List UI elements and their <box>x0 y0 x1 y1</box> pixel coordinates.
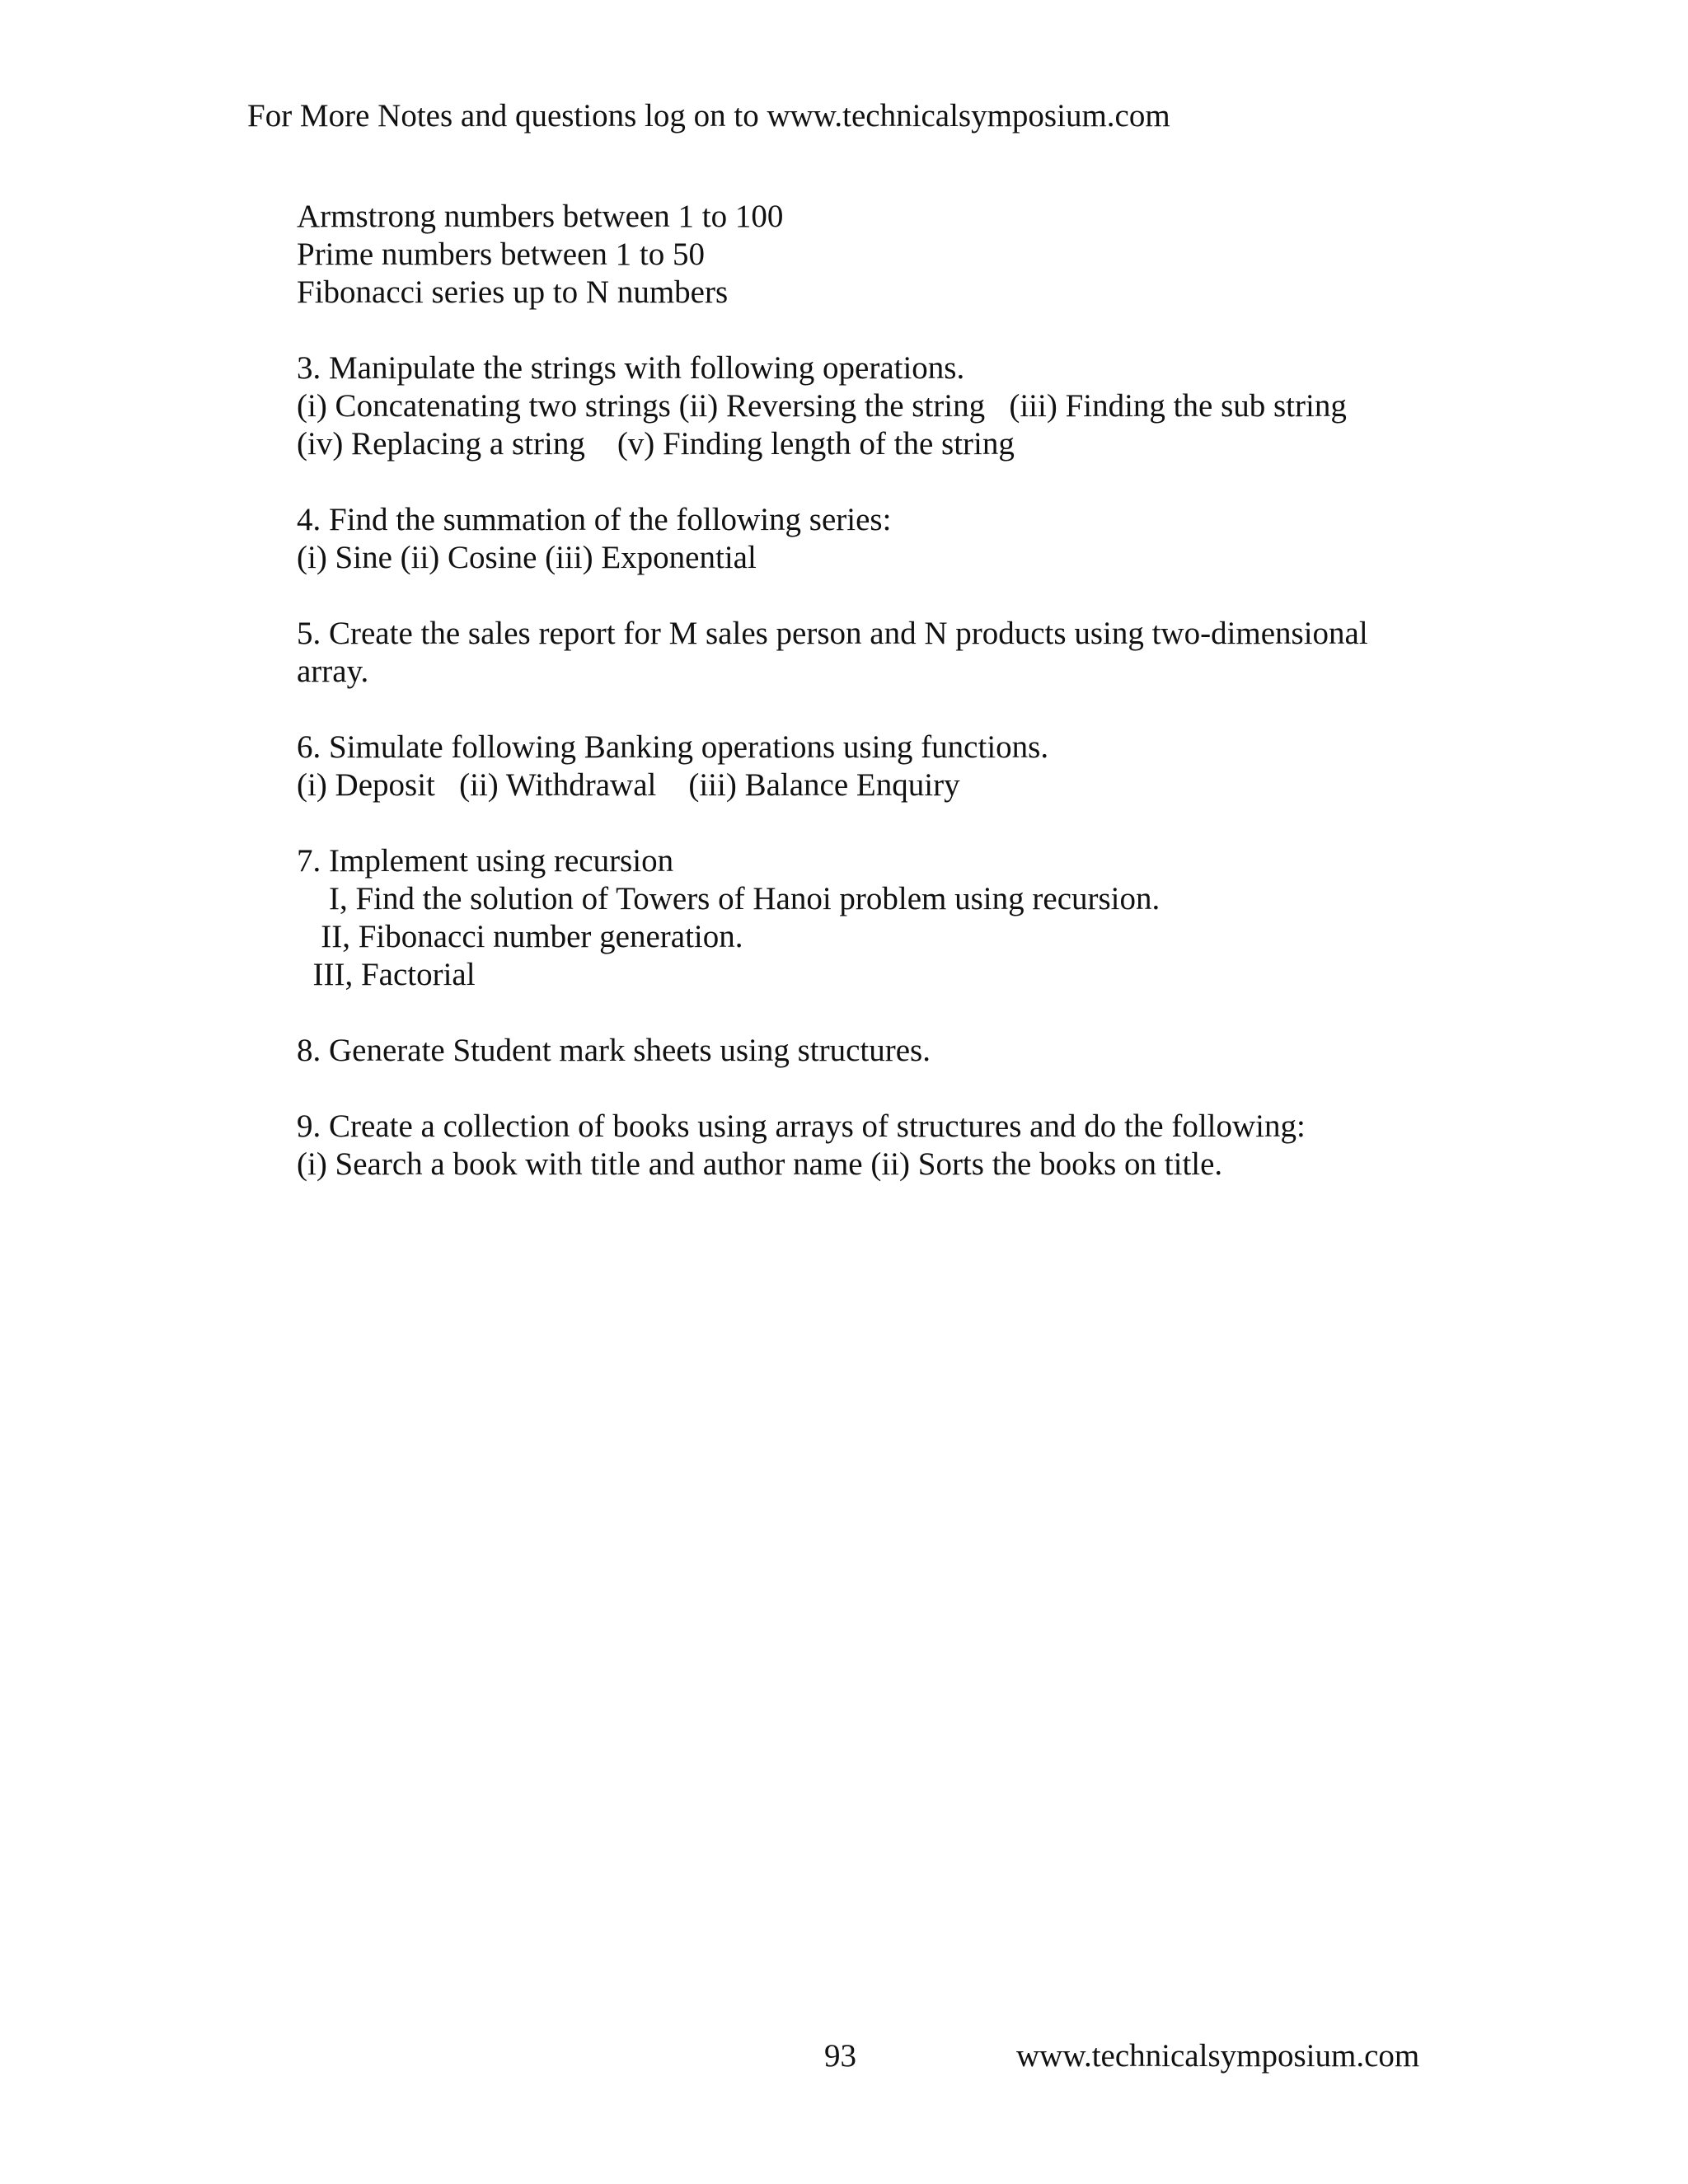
intro-line: Fibonacci series up to N numbers <box>297 274 729 310</box>
spacer <box>297 804 1484 842</box>
question-detail: (i) Sine (ii) Cosine (iii) Exponential <box>297 540 757 575</box>
question-detail: array. <box>297 654 369 689</box>
spacer <box>297 577 1484 615</box>
question-9 <box>297 1108 1484 1183</box>
spacer <box>297 1070 1484 1108</box>
question-title: 6. Simulate following Banking operations using functions. <box>297 729 1049 765</box>
question-detail: III, Factorial <box>297 957 476 992</box>
question-6 <box>297 729 1484 804</box>
page-header: For More Notes and questions log on to www.technicalsymposium.com <box>247 98 1170 134</box>
page-content <box>297 198 1484 1183</box>
question-detail: II, Fibonacci number generation. <box>297 919 743 954</box>
question-detail: (i) Concatenating two strings (ii) Reversing the string (iii) Finding the sub string <box>297 388 1347 424</box>
intro-line: Prime numbers between 1 to 50 <box>297 237 705 272</box>
question-4 <box>297 501 1484 577</box>
question-detail: (i) Deposit (ii) Withdrawal (iii) Balance Enquiry <box>297 767 960 803</box>
question-detail: (i) Search a book with title and author name (ii) Sorts the books on title. <box>297 1146 1223 1182</box>
footer-url: www.technicalsymposium.com <box>1016 2038 1420 2074</box>
spacer <box>297 312 1484 349</box>
question-title: 5. Create the sales report for M sales person and N products using two-dimensional <box>297 616 1368 651</box>
question-title: 9. Create a collection of books using arrays of structures and do the following: <box>297 1108 1306 1144</box>
spacer <box>297 994 1484 1032</box>
question-5 <box>297 615 1484 691</box>
page-number: 93 <box>824 2038 856 2074</box>
question-detail: (iv) Replacing a string (v) Finding length of the string <box>297 426 1015 462</box>
intro-line: Armstrong numbers between 1 to 100 <box>297 199 784 234</box>
spacer <box>297 691 1484 729</box>
question-title: 7. Implement using recursion <box>297 843 674 879</box>
spacer <box>297 463 1484 501</box>
question-title: 8. Generate Student mark sheets using structures. <box>297 1033 931 1068</box>
question-title: 3. Manipulate the strings with following operations. <box>297 350 965 386</box>
question-8 <box>297 1032 1484 1070</box>
question-3 <box>297 349 1484 463</box>
question-title: 4. Find the summation of the following series: <box>297 502 892 537</box>
question-detail: I, Find the solution of Towers of Hanoi problem using recursion. <box>297 881 1160 916</box>
question-7 <box>297 842 1484 994</box>
intro-list <box>297 198 1484 312</box>
